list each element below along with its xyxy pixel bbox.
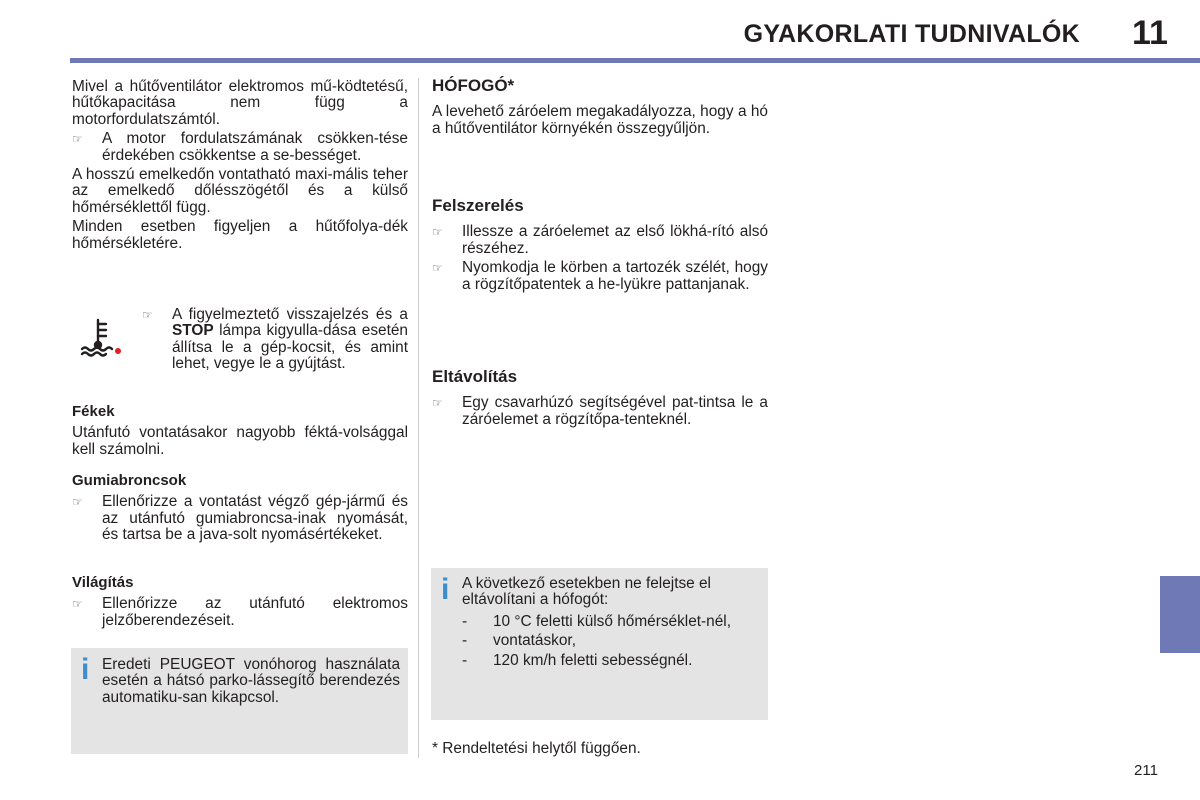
paragraph-max-load: A hosszú emelkedőn vontatható maxi-mális teher az emelkedő dőlésszögétől és a külső hőmérséklettől függ.: [72, 166, 408, 216]
info-box-remove-snowguard: [431, 568, 768, 720]
footnote: * Rendeltetési helytől függően.: [432, 740, 641, 757]
warning-block: [142, 307, 408, 376]
section-title: Eltávolítás: [432, 367, 518, 386]
header-rule: [70, 58, 1200, 63]
left-column-top: [72, 79, 408, 255]
brakes-text: Utánfutó vontatásakor nagyobb féktá-volsággal kell számolni.: [72, 424, 408, 458]
chapter-side-tab: [1160, 576, 1200, 653]
list-item: ☞ Ellenőrizze a vontatást végző gép-jármű és az utánfutó gumiabroncsa-inak nyomását, és tartsa be a java-solt nyomásértékeket.: [72, 493, 408, 544]
pointing-hand-icon: ☞: [142, 308, 153, 322]
list-item: ☞ A figyelmeztető visszajelzés és a STOP lámpa kigyulla-dása esetén állítsa le a gép-kocsit, és amint lehet, vegye le a gyújtást.: [142, 306, 408, 373]
list-item: - 10 °C feletti külső hőmérséklet-nél,: [462, 612, 731, 630]
paragraph-coolant: Minden esetben figyeljen a hűtőfolya-dék hőmérsékletére.: [72, 218, 408, 252]
page-number: 211: [1134, 762, 1158, 779]
section-title: Világítás: [72, 574, 134, 591]
pointing-hand-icon: ☞: [72, 132, 83, 147]
pointing-hand-icon: ☞: [72, 495, 83, 510]
list-item: ☞ Egy csavarhúzó segítségével pat-tintsa le a záróelemet a rögzítőpa-tenteknél.: [432, 394, 768, 428]
intro-paragraph: Mivel a hűtőventilátor elektromos mű-ködtetésű, hűtőkapacitása nem függ a motorfordulatszámtól.: [72, 78, 408, 128]
info-icon: i: [441, 573, 450, 606]
list-item: ☞ A motor fordulatszámának csökken-tése érdekében csökkentse a se-bességet.: [72, 130, 408, 164]
snowguard-intro: A levehető záróelem megakadályozza, hogy a hó a hűtőventilátor környékén összegyűljön.: [432, 103, 768, 137]
lights-section: [72, 575, 408, 632]
column-divider: [418, 78, 419, 758]
info-intro: A következő esetekben ne felejtse el eltávolítani a hófogót:: [462, 575, 711, 609]
right-column-top: [432, 78, 768, 140]
pointing-hand-icon: ☞: [432, 261, 443, 276]
install-section: [432, 198, 768, 296]
page-title: GYAKORLATI TUDNIVALÓK: [743, 20, 1080, 48]
info-content: [462, 576, 762, 672]
tyres-section: [72, 473, 408, 547]
section-title: Felszerelés: [432, 196, 524, 215]
info-icon: i: [81, 653, 90, 686]
list-item: - vontatáskor,: [462, 632, 576, 650]
list-item: ☞ Illessze a záróelemet az első lökhá-rító alsó részéhez.: [432, 223, 768, 257]
pointing-hand-icon: ☞: [432, 225, 443, 240]
removal-section: [432, 369, 768, 431]
list-item: ☞ Ellenőrizze az utánfutó elektromos jelzőberendezéseit.: [72, 595, 408, 629]
section-title: Fékek: [72, 403, 115, 420]
coolant-temperature-icon: [76, 316, 124, 360]
chapter-number: 11: [1132, 14, 1168, 52]
brakes-section: [72, 404, 408, 461]
list-item: - 120 km/h feletti sebességnél.: [462, 651, 693, 669]
section-title: Gumiabroncsok: [72, 472, 187, 489]
pointing-hand-icon: ☞: [432, 396, 443, 411]
section-title-snowguard: HÓFOGÓ*: [432, 76, 515, 95]
list-item: ☞ Nyomkodja le körben a tartozék szélét, hogy a rögzítőpatentek a he-lyükre pattanjanak.: [432, 259, 768, 293]
info-text: Eredeti PEUGEOT vonóhorog használata esetén a hátsó parko-lássegítő berendezés automatiku-san kikapcsol.: [102, 656, 400, 706]
pointing-hand-icon: ☞: [72, 597, 83, 612]
warning-dot: [115, 348, 121, 354]
info-box-towbar: [71, 648, 408, 754]
